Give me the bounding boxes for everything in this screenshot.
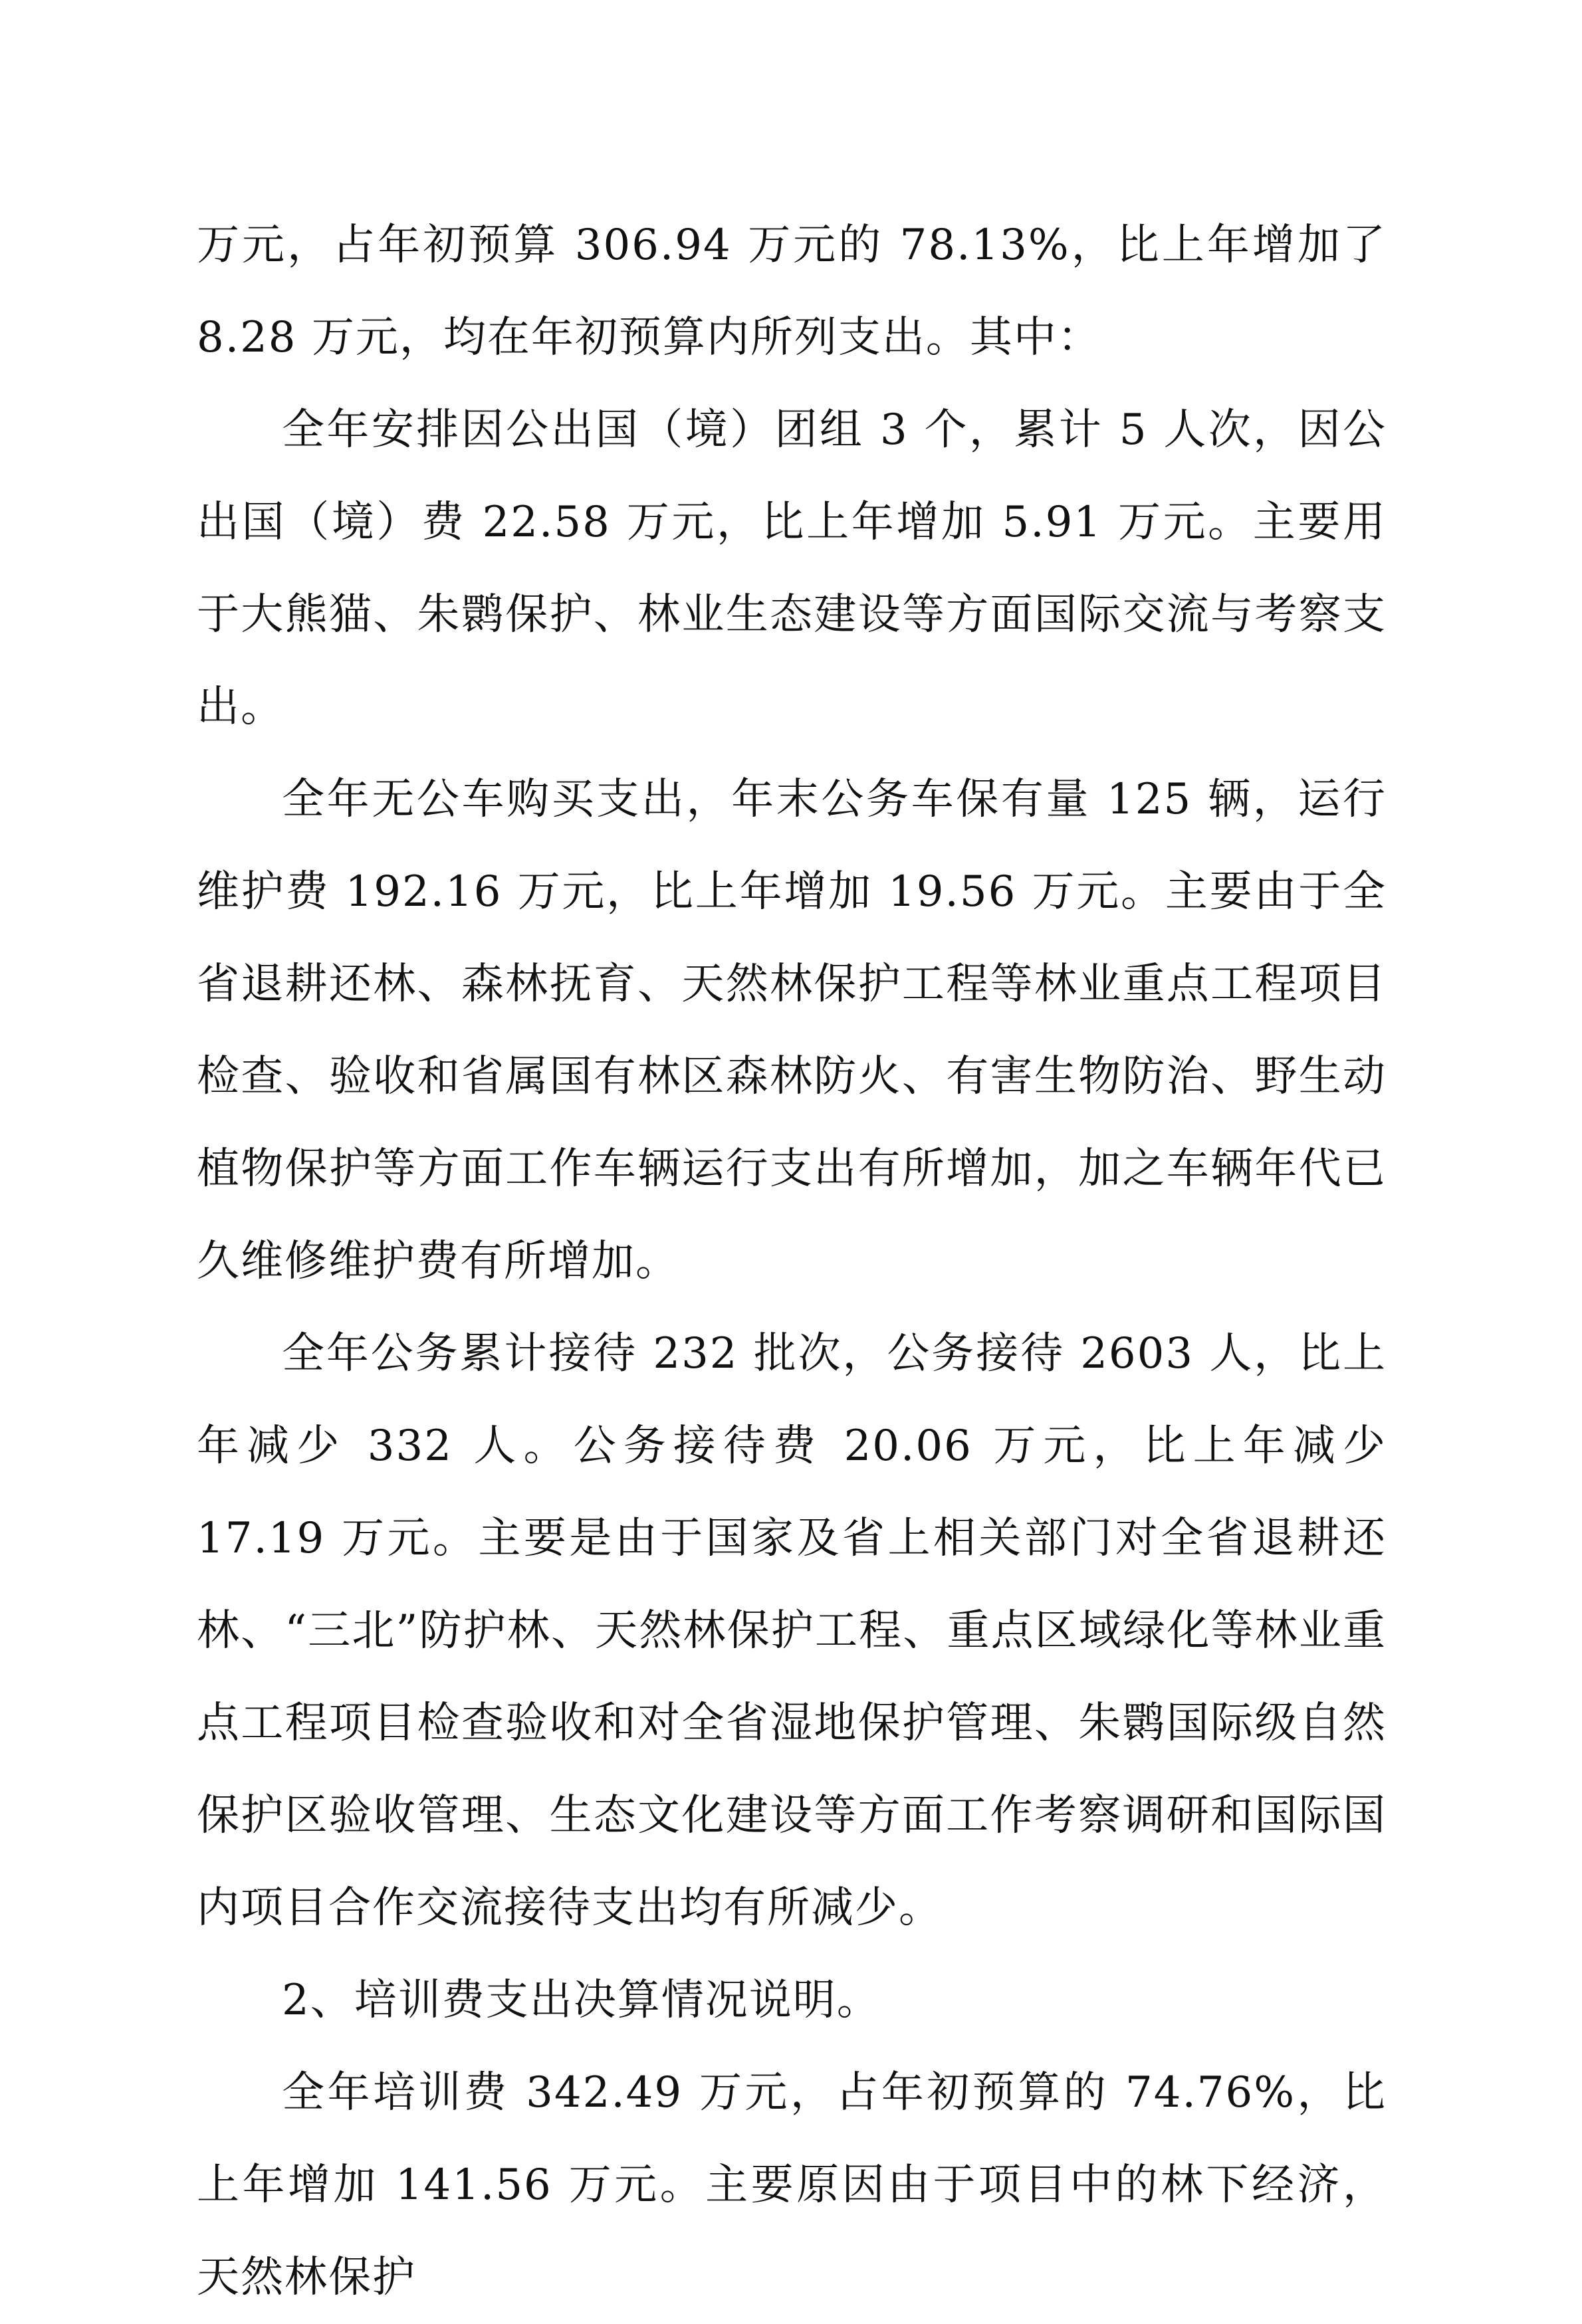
paragraph-official-reception: 全年公务累计接待 232 批次，公务接待 2603 人，比上年减少 332 人。公务接待费 20.06 万元，比上年减少 17.19 万元。主要是由于国家及省上相关部门对全省退耕还林、“三北”防护林、天然林保护工程、重点区域绿化等林业重点工程项目检查验收和对全省湿地保护管理、朱鹮国际级自然保护区验收管理、生态文化建设等方面工作考察调研和国际国内项目合作交流接待支出均有所减少。 (197, 1329, 1387, 1933)
paragraph-overseas-travel: 全年安排因公出国（境）团组 3 个，累计 5 人次，因公出国（境）费 22.58 万元，比上年增加 5.91 万元。主要用于大熊猫、朱鹮保护、林业生态建设等方面国际交流与考察支出。 (197, 405, 1387, 732)
document-body (197, 199, 1387, 2324)
section-heading-training: 2、培训费支出决算情况说明。 (282, 1976, 881, 2025)
paragraph-official-vehicles: 全年无公车购买支出，年末公务车保有量 125 辆，运行维护费 192.16 万元，比上年增加 19.56 万元。主要由于全省退耕还林、森林抚育、天然林保护工程等林业重点工程项目检查、验收和省属国有林区森林防火、有害生物防治、野生动植物保护等方面工作车辆运行支出有所增加，加之车辆年代已久维修维护费有所增加。 (197, 775, 1387, 1286)
paragraph-budget-summary: 万元，占年初预算 306.94 万元的 78.13%，比上年增加了 8.28 万元，均在年初预算内所列支出。其中： (197, 221, 1387, 362)
paragraph-training-expenses: 全年培训费 342.49 万元，占年初预算的 74.76%，比上年增加 141.56 万元。主要原因由于项目中的林下经济，天然林保护 (197, 2068, 1387, 2302)
